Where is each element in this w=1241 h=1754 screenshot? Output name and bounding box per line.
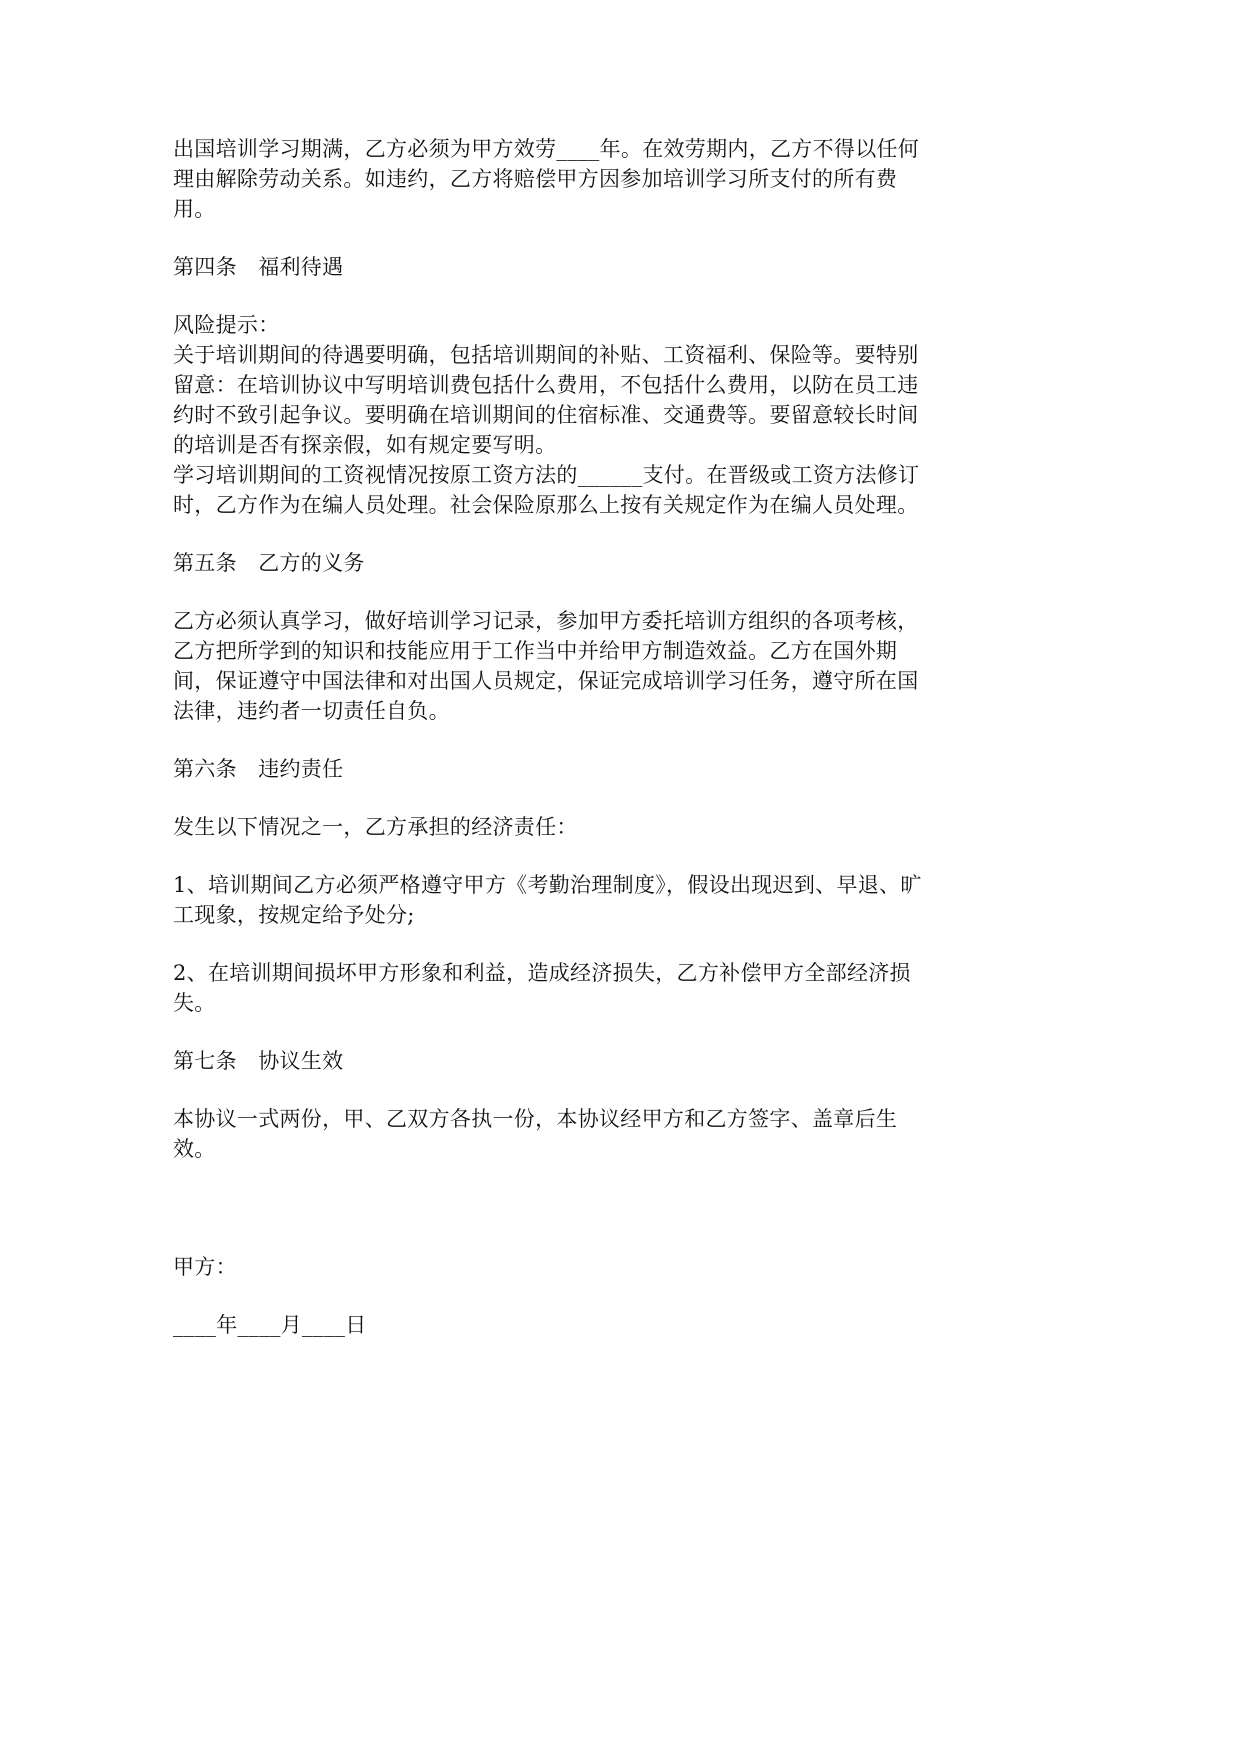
spacer: [173, 224, 933, 252]
spacer: [173, 842, 933, 870]
spacer: [173, 1282, 933, 1310]
section-heading-article-6: 第六条 违约责任: [173, 757, 344, 781]
document-body: [173, 134, 933, 1340]
spacer: [173, 578, 933, 606]
spacer: [173, 1076, 933, 1104]
spacer: [173, 726, 933, 754]
section-heading-article-4: 第四条 福利待遇: [173, 255, 344, 279]
spacer: [173, 282, 933, 310]
paragraph-obligations: 乙方必须认真学习，做好培训学习记录，参加甲方委托培训方组织的各项考核，乙方把所学到的知识和技能应用于工作当中并给甲方制造效益。乙方在国外期间，保证遵守中国法律和对出国人员规定，保证完成培训学习任务，遵守所在国法律，违约者一切责任自负。: [173, 609, 919, 723]
spacer: [173, 1164, 933, 1252]
paragraph-service-term: 出国培训学习期满，乙方必须为甲方效劳____年。在效劳期内，乙方不得以任何理由解除劳动关系。如违约，乙方将赔偿甲方因参加培训学习所支付的所有费用。: [173, 137, 920, 221]
list-item-liability-2: 2、在培训期间损坏甲方形象和利益，造成经济损失，乙方补偿甲方全部经济损失。: [173, 961, 911, 1015]
paragraph-liability-intro: 发生以下情况之一，乙方承担的经济责任：: [173, 815, 578, 839]
section-heading-article-7: 第七条 协议生效: [173, 1049, 344, 1073]
spacer: [173, 520, 933, 548]
list-item-liability-1: 1、培训期间乙方必须严格遵守甲方《考勤治理制度》，假设出现迟到、早退、旷工现象，按规定给予处分;: [173, 873, 922, 927]
signature-date-line: ____年____月____日: [173, 1313, 367, 1337]
spacer: [173, 784, 933, 812]
paragraph-salary: 学习培训期间的工资视情况按原工资方法的______支付。在晋级或工资方法修订时，乙方作为在编人员处理。社会保险原那么上按有关规定作为在编人员处理。: [173, 463, 920, 517]
paragraph-risk-tip: 关于培训期间的待遇要明确，包括培训期间的补贴、工资福利、保险等。要特别留意：在培训协议中写明培训费包括什么费用，不包括什么费用，以防在员工违约时不致引起争议。要明确在培训期间的住宿标准、交通费等。要留意较长时间的培训是否有探亲假，如有规定要写明。: [173, 343, 919, 457]
paragraph-effectiveness: 本协议一式两份，甲、乙双方各执一份，本协议经甲方和乙方签字、盖章后生效。: [173, 1107, 898, 1161]
spacer: [173, 930, 933, 958]
risk-tip-label: 风险提示：: [173, 313, 280, 337]
signature-party-a: 甲方：: [173, 1255, 237, 1279]
spacer: [173, 1018, 933, 1046]
section-heading-article-5: 第五条 乙方的义务: [173, 551, 365, 575]
